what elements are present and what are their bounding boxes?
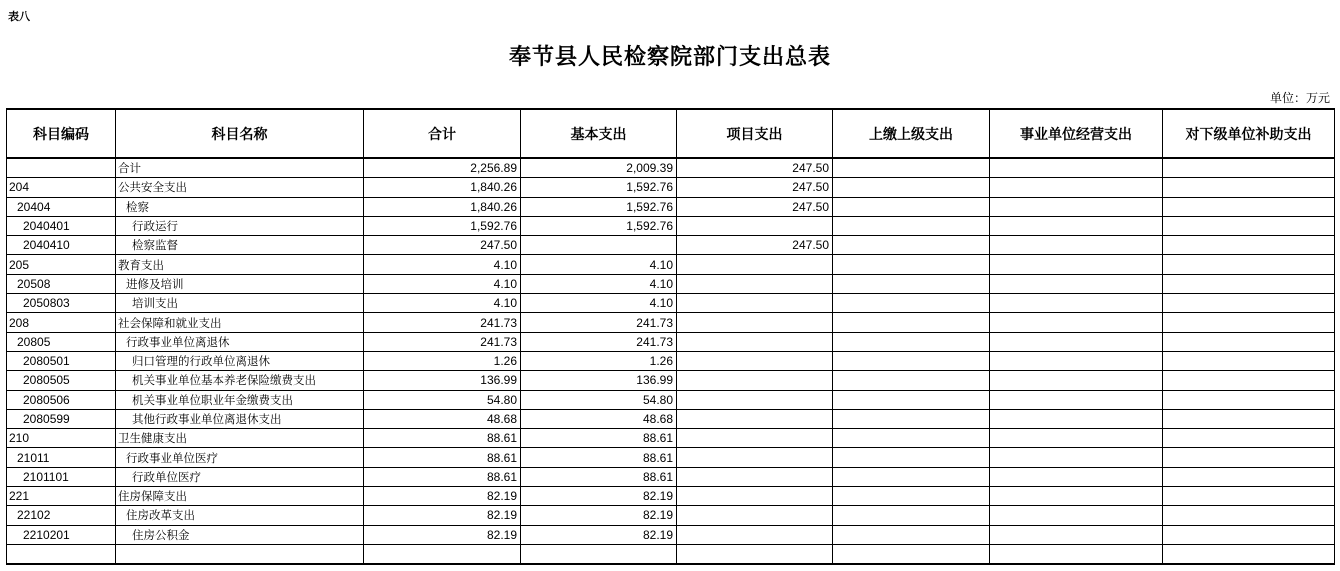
business-operation-cell <box>990 429 1163 448</box>
code-cell: 2080501 <box>7 351 116 370</box>
code-cell: 204 <box>7 178 116 197</box>
total-cell: 4.10 <box>364 255 521 274</box>
code-cell <box>7 158 116 178</box>
code-cell: 20805 <box>7 332 116 351</box>
business-operation-cell <box>990 448 1163 467</box>
basic-expenditure-cell: 136.99 <box>521 371 677 390</box>
project-expenditure-cell <box>677 351 833 370</box>
lower-level-subsidy-cell <box>1163 390 1335 409</box>
table-number: 表八 <box>8 10 30 23</box>
project-expenditure-cell <box>677 448 833 467</box>
name-cell: 教育支出 <box>116 255 364 274</box>
upper-level-payment-cell <box>833 158 990 178</box>
basic-expenditure-cell: 82.19 <box>521 506 677 525</box>
name-cell: 行政单位医疗 <box>116 467 364 486</box>
lower-level-subsidy-cell <box>1163 467 1335 486</box>
basic-expenditure-cell: 1,592.76 <box>521 178 677 197</box>
total-cell: 82.19 <box>364 487 521 506</box>
lower-level-subsidy-cell <box>1163 429 1335 448</box>
name-cell: 公共安全支出 <box>116 178 364 197</box>
lower-level-subsidy-cell <box>1163 448 1335 467</box>
business-operation-cell <box>990 506 1163 525</box>
total-cell <box>364 544 521 564</box>
header-basic-expenditure: 基本支出 <box>521 109 677 158</box>
business-operation-cell <box>990 197 1163 216</box>
project-expenditure-cell <box>677 467 833 486</box>
table-row <box>7 332 1335 351</box>
total-cell: 1,592.76 <box>364 216 521 235</box>
code-cell: 2040401 <box>7 216 116 235</box>
upper-level-payment-cell <box>833 255 990 274</box>
upper-level-payment-cell <box>833 506 990 525</box>
name-cell: 行政运行 <box>116 216 364 235</box>
business-operation-cell <box>990 294 1163 313</box>
business-operation-cell <box>990 390 1163 409</box>
upper-level-payment-cell <box>833 409 990 428</box>
code-cell: 2080505 <box>7 371 116 390</box>
business-operation-cell <box>990 332 1163 351</box>
lower-level-subsidy-cell <box>1163 294 1335 313</box>
business-operation-cell <box>990 351 1163 370</box>
basic-expenditure-cell: 88.61 <box>521 448 677 467</box>
lower-level-subsidy-cell <box>1163 351 1335 370</box>
header-upper-level-payment: 上缴上级支出 <box>833 109 990 158</box>
table-body <box>7 158 1335 564</box>
lower-level-subsidy-cell <box>1163 255 1335 274</box>
name-cell: 卫生健康支出 <box>116 429 364 448</box>
project-expenditure-cell: 247.50 <box>677 197 833 216</box>
basic-expenditure-cell: 82.19 <box>521 525 677 544</box>
total-cell: 4.10 <box>364 294 521 313</box>
lower-level-subsidy-cell <box>1163 216 1335 235</box>
total-cell: 247.50 <box>364 236 521 255</box>
upper-level-payment-cell <box>833 525 990 544</box>
total-cell: 1,840.26 <box>364 197 521 216</box>
code-cell <box>7 544 116 564</box>
code-cell: 20508 <box>7 274 116 293</box>
total-cell: 136.99 <box>364 371 521 390</box>
lower-level-subsidy-cell <box>1163 544 1335 564</box>
table-row <box>7 448 1335 467</box>
business-operation-cell <box>990 487 1163 506</box>
total-cell: 54.80 <box>364 390 521 409</box>
upper-level-payment-cell <box>833 429 990 448</box>
code-cell: 2050803 <box>7 294 116 313</box>
name-cell: 检察 <box>116 197 364 216</box>
lower-level-subsidy-cell <box>1163 332 1335 351</box>
name-cell: 培训支出 <box>116 294 364 313</box>
project-expenditure-cell <box>677 429 833 448</box>
upper-level-payment-cell <box>833 390 990 409</box>
total-cell: 48.68 <box>364 409 521 428</box>
project-expenditure-cell <box>677 409 833 428</box>
lower-level-subsidy-cell <box>1163 236 1335 255</box>
upper-level-payment-cell <box>833 197 990 216</box>
basic-expenditure-cell: 1.26 <box>521 351 677 370</box>
header-total: 合计 <box>364 109 521 158</box>
name-cell: 合计 <box>116 158 364 178</box>
basic-expenditure-cell: 241.73 <box>521 313 677 332</box>
project-expenditure-cell <box>677 216 833 235</box>
table-header-row <box>7 109 1335 158</box>
table-row <box>7 429 1335 448</box>
basic-expenditure-cell: 82.19 <box>521 487 677 506</box>
table-row <box>7 371 1335 390</box>
code-cell: 2040410 <box>7 236 116 255</box>
business-operation-cell <box>990 274 1163 293</box>
table-row <box>7 313 1335 332</box>
table-row <box>7 274 1335 293</box>
upper-level-payment-cell <box>833 467 990 486</box>
table-row <box>7 197 1335 216</box>
upper-level-payment-cell <box>833 216 990 235</box>
table-row <box>7 351 1335 370</box>
name-cell: 归口管理的行政单位离退休 <box>116 351 364 370</box>
table-row <box>7 544 1335 564</box>
basic-expenditure-cell: 54.80 <box>521 390 677 409</box>
code-cell: 205 <box>7 255 116 274</box>
project-expenditure-cell <box>677 274 833 293</box>
unit-label: 单位：万元 <box>1269 91 1330 105</box>
total-cell: 241.73 <box>364 313 521 332</box>
upper-level-payment-cell <box>833 274 990 293</box>
code-cell: 2101101 <box>7 467 116 486</box>
upper-level-payment-cell <box>833 178 990 197</box>
lower-level-subsidy-cell <box>1163 409 1335 428</box>
lower-level-subsidy-cell <box>1163 178 1335 197</box>
upper-level-payment-cell <box>833 351 990 370</box>
name-cell: 行政事业单位医疗 <box>116 448 364 467</box>
expenditure-table <box>6 108 1335 565</box>
project-expenditure-cell: 247.50 <box>677 236 833 255</box>
total-cell: 4.10 <box>364 274 521 293</box>
project-expenditure-cell <box>677 371 833 390</box>
basic-expenditure-cell: 48.68 <box>521 409 677 428</box>
project-expenditure-cell <box>677 390 833 409</box>
name-cell: 其他行政事业单位离退休支出 <box>116 409 364 428</box>
total-cell: 2,256.89 <box>364 158 521 178</box>
lower-level-subsidy-cell <box>1163 197 1335 216</box>
name-cell: 住房改革支出 <box>116 506 364 525</box>
code-cell: 20404 <box>7 197 116 216</box>
lower-level-subsidy-cell <box>1163 371 1335 390</box>
name-cell: 住房保障支出 <box>116 487 364 506</box>
name-cell: 检察监督 <box>116 236 364 255</box>
code-cell: 2080599 <box>7 409 116 428</box>
total-cell: 82.19 <box>364 506 521 525</box>
code-cell: 210 <box>7 429 116 448</box>
basic-expenditure-cell: 241.73 <box>521 332 677 351</box>
basic-expenditure-cell: 1,592.76 <box>521 216 677 235</box>
lower-level-subsidy-cell <box>1163 158 1335 178</box>
lower-level-subsidy-cell <box>1163 506 1335 525</box>
code-cell: 21011 <box>7 448 116 467</box>
business-operation-cell <box>990 158 1163 178</box>
code-cell: 221 <box>7 487 116 506</box>
page-title: 奉节县人民检察院部门支出总表 <box>508 45 831 70</box>
code-cell: 22102 <box>7 506 116 525</box>
header-subject-name: 科目名称 <box>116 109 364 158</box>
project-expenditure-cell <box>677 255 833 274</box>
total-cell: 241.73 <box>364 332 521 351</box>
business-operation-cell <box>990 371 1163 390</box>
code-cell: 208 <box>7 313 116 332</box>
table-row <box>7 409 1335 428</box>
project-expenditure-cell: 247.50 <box>677 158 833 178</box>
project-expenditure-cell <box>677 332 833 351</box>
total-cell: 82.19 <box>364 525 521 544</box>
business-operation-cell <box>990 467 1163 486</box>
basic-expenditure-cell <box>521 236 677 255</box>
code-cell: 2210201 <box>7 525 116 544</box>
basic-expenditure-cell: 1,592.76 <box>521 197 677 216</box>
name-cell <box>116 544 364 564</box>
basic-expenditure-cell: 88.61 <box>521 467 677 486</box>
basic-expenditure-cell: 4.10 <box>521 255 677 274</box>
table-row <box>7 467 1335 486</box>
business-operation-cell <box>990 178 1163 197</box>
table-row <box>7 294 1335 313</box>
table-row <box>7 506 1335 525</box>
upper-level-payment-cell <box>833 487 990 506</box>
total-cell: 1.26 <box>364 351 521 370</box>
table-row <box>7 158 1335 178</box>
business-operation-cell <box>990 236 1163 255</box>
business-operation-cell <box>990 409 1163 428</box>
code-cell: 2080506 <box>7 390 116 409</box>
business-operation-cell <box>990 255 1163 274</box>
table-row <box>7 525 1335 544</box>
upper-level-payment-cell <box>833 236 990 255</box>
lower-level-subsidy-cell <box>1163 525 1335 544</box>
total-cell: 88.61 <box>364 467 521 486</box>
table-row <box>7 236 1335 255</box>
upper-level-payment-cell <box>833 371 990 390</box>
table-row <box>7 255 1335 274</box>
table-row <box>7 390 1335 409</box>
name-cell: 机关事业单位基本养老保险缴费支出 <box>116 371 364 390</box>
basic-expenditure-cell: 4.10 <box>521 274 677 293</box>
header-project-expenditure: 项目支出 <box>677 109 833 158</box>
business-operation-cell <box>990 544 1163 564</box>
table-row <box>7 216 1335 235</box>
business-operation-cell <box>990 313 1163 332</box>
upper-level-payment-cell <box>833 294 990 313</box>
basic-expenditure-cell <box>521 544 677 564</box>
basic-expenditure-cell: 88.61 <box>521 429 677 448</box>
business-operation-cell <box>990 525 1163 544</box>
total-cell: 88.61 <box>364 429 521 448</box>
name-cell: 机关事业单位职业年金缴费支出 <box>116 390 364 409</box>
upper-level-payment-cell <box>833 332 990 351</box>
business-operation-cell <box>990 216 1163 235</box>
upper-level-payment-cell <box>833 448 990 467</box>
lower-level-subsidy-cell <box>1163 487 1335 506</box>
lower-level-subsidy-cell <box>1163 313 1335 332</box>
header-lower-level-subsidy: 对下级单位补助支出 <box>1163 109 1335 158</box>
project-expenditure-cell <box>677 487 833 506</box>
header-subject-code: 科目编码 <box>7 109 116 158</box>
project-expenditure-cell <box>677 294 833 313</box>
table-row <box>7 487 1335 506</box>
name-cell: 进修及培训 <box>116 274 364 293</box>
basic-expenditure-cell: 2,009.39 <box>521 158 677 178</box>
project-expenditure-cell <box>677 525 833 544</box>
total-cell: 1,840.26 <box>364 178 521 197</box>
lower-level-subsidy-cell <box>1163 274 1335 293</box>
project-expenditure-cell <box>677 506 833 525</box>
project-expenditure-cell <box>677 544 833 564</box>
name-cell: 行政事业单位离退休 <box>116 332 364 351</box>
header-business-operation: 事业单位经营支出 <box>990 109 1163 158</box>
basic-expenditure-cell: 4.10 <box>521 294 677 313</box>
name-cell: 社会保障和就业支出 <box>116 313 364 332</box>
upper-level-payment-cell <box>833 313 990 332</box>
name-cell: 住房公积金 <box>116 525 364 544</box>
upper-level-payment-cell <box>833 544 990 564</box>
project-expenditure-cell <box>677 313 833 332</box>
project-expenditure-cell: 247.50 <box>677 178 833 197</box>
table-row <box>7 178 1335 197</box>
total-cell: 88.61 <box>364 448 521 467</box>
